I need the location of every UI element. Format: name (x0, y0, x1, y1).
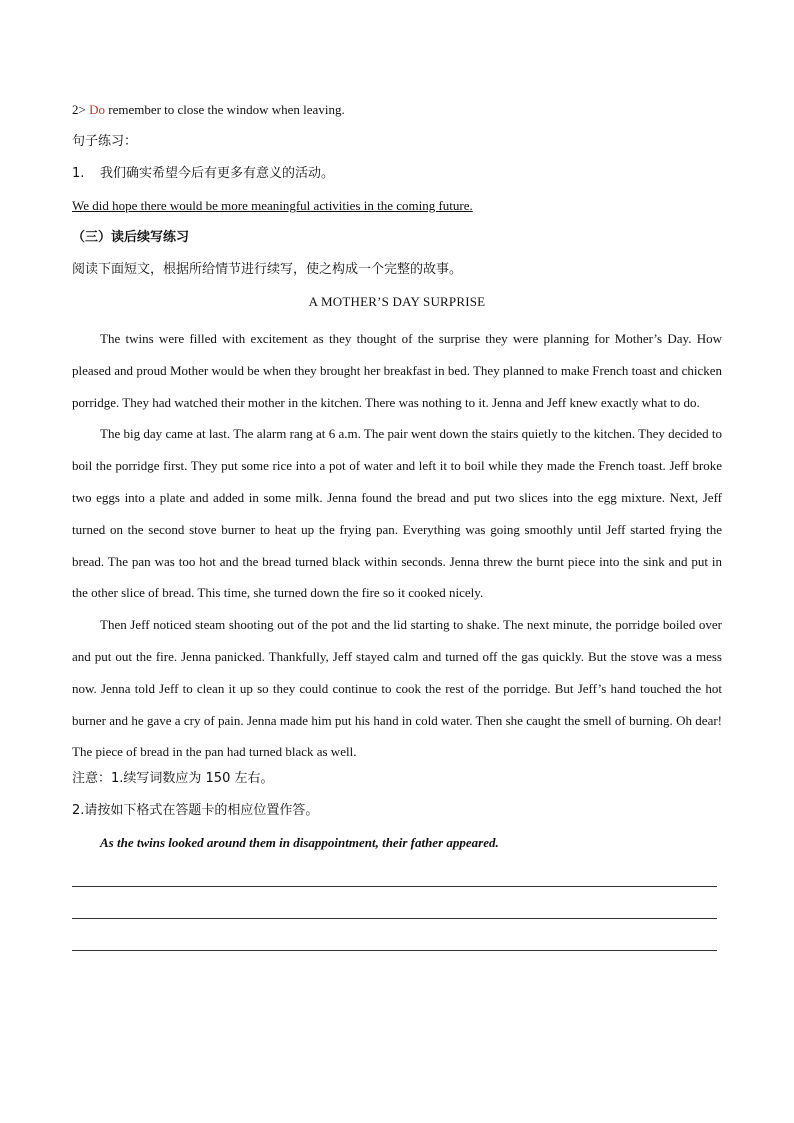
story-paragraph-3: Then Jeff noticed steam shooting out of the pot and the lid starting to shake. The next minute, the porridge boiled over and put out the fire. Jenna panicked. Thankfully, Jeff stayed calm and turned off the gas quickly. But the stove was a mess now. Jenna told Jeff to clean it up so they could continue to cook the rest of the porridge. But Jeff’s hand touched the hot burner and he gave a cry of pain. Jenna made him put his hand in cold water. Then she caught the smell of burning. Oh dear! The piece of bread in the pan had turned black as well. (72, 617, 722, 760)
note-2: 2.请按如下格式在答题卡的相应位置作答。 (72, 803, 319, 819)
example-sentence-2 (72, 99, 722, 131)
section-instruction: 阅读下面短文，根据所给情节进行续写，使之构成一个完整的故事。 (72, 262, 463, 277)
story-title: A MOTHER’S DAY SURPRISE (308, 294, 486, 309)
example-prefix: 2> (72, 102, 90, 117)
example-rest: remember to close the window when leaving. (104, 102, 345, 117)
story-paragraph-2: The big day came at last. The alarm rang at 6 a.m. The pair went down the stairs quietly to the kitchen. They decided to boil the porridge first. They put some rice into a pot of water and left it to boil while they made the French toast. Jeff broke two eggs into a plate and added in some milk. Jenna found the bread and put two slices into the egg mixture. Next, Jeff turned on the second stove burner to heat up the frying pan. Everything was going smoothly until Jeff started frying the bread. The pan was too hot and the bread turned black within seconds. Jenna threw the burnt piece into the sink and put in the other slice of bread. This time, she turned down the fire so it cooked nicely. (72, 426, 722, 601)
example-highlight: Do (89, 102, 105, 117)
practice-item-1 (72, 163, 722, 195)
answer-line (72, 886, 717, 887)
practice-heading: 句子练习： (72, 134, 138, 149)
practice-answer: We did hope there would be more meaningful activities in the coming future. (72, 198, 473, 213)
practice-item-cn: 我们确实希望今后有更多有意义的活动。 (100, 166, 335, 181)
note-1: 注意：1.续写词数应为 150 左右。 (72, 771, 274, 787)
document-page (72, 99, 722, 951)
answer-line (72, 918, 717, 919)
section-heading: （三）读后续写练习 (72, 230, 190, 245)
answer-line (72, 950, 717, 951)
continuation-prompt: As the twins looked around them in disappointment, their father appeared. (100, 835, 499, 851)
practice-item-number: 1. (72, 166, 85, 181)
story-paragraph-1: The twins were filled with excitement as they thought of the surprise they were planning for Mother’s Day. How pleased and proud Mother would be when they brought her breakfast in bed. They planned to make French toast and chicken porridge. They had watched their mother in the kitchen. There was nothing to it. Jenna and Jeff knew exactly what to do. (72, 331, 722, 410)
